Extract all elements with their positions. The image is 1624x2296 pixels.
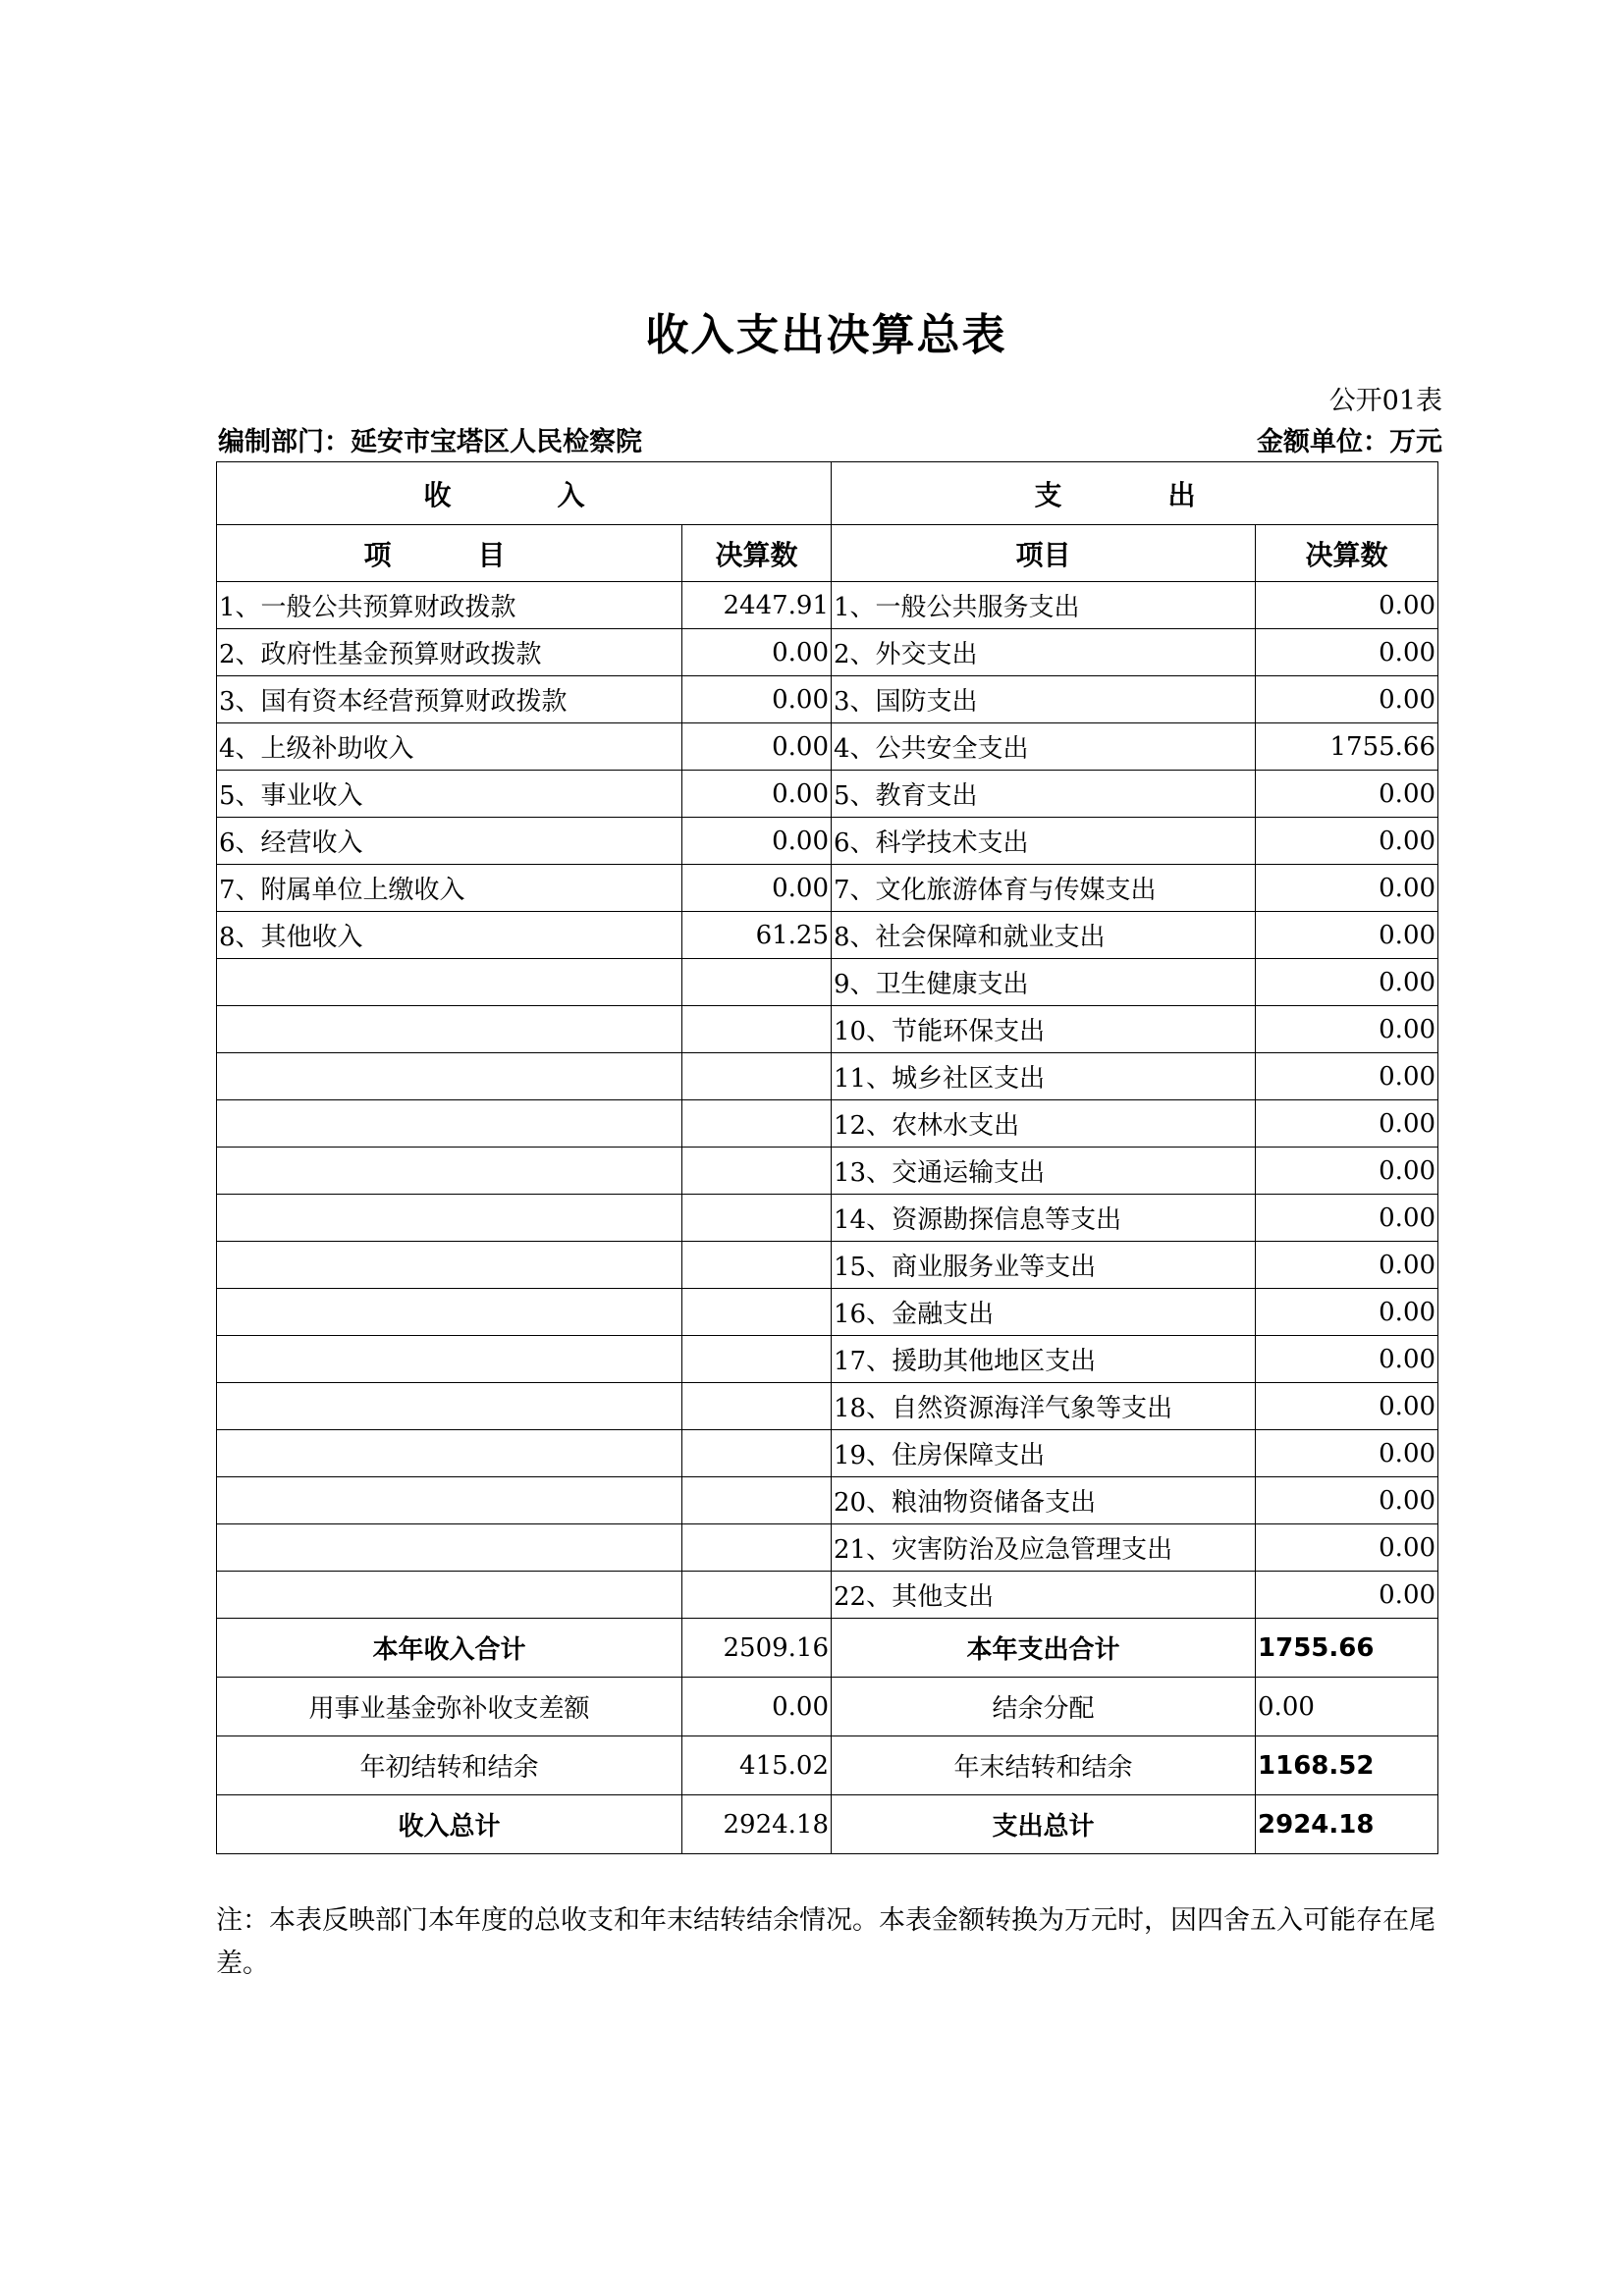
expense-item-cell: 21、灾害防治及应急管理支出 xyxy=(832,1524,1256,1572)
summary-expense-amount: 2924.18 xyxy=(1256,1795,1438,1854)
table-row xyxy=(217,1477,1438,1524)
column-header-item-income: 项 目 xyxy=(217,525,682,582)
income-item-cell xyxy=(217,1336,682,1383)
summary-income-amount: 2509.16 xyxy=(682,1619,832,1678)
expense-item-cell: 12、农林水支出 xyxy=(832,1100,1256,1148)
expense-amount-cell: 0.00 xyxy=(1256,1195,1438,1242)
income-item-cell xyxy=(217,1006,682,1053)
income-amount-cell xyxy=(682,1383,832,1430)
income-item-cell xyxy=(217,1383,682,1430)
expense-item-cell: 11、城乡社区支出 xyxy=(832,1053,1256,1100)
income-amount-cell xyxy=(682,1100,832,1148)
column-header-amount-expense: 决算数 xyxy=(1256,525,1438,582)
income-item-cell xyxy=(217,1572,682,1619)
expense-item-cell: 17、援助其他地区支出 xyxy=(832,1336,1256,1383)
expense-item-cell: 5、教育支出 xyxy=(832,771,1256,818)
income-amount-cell xyxy=(682,1242,832,1289)
income-section-header: 收 入 xyxy=(217,462,832,525)
summary-expense-label: 本年支出合计 xyxy=(832,1619,1256,1678)
summary-expense-amount: 0.00 xyxy=(1256,1678,1438,1736)
income-item-cell: 2、政府性基金预算财政拨款 xyxy=(217,629,682,676)
summary-expense-label: 结余分配 xyxy=(832,1678,1256,1736)
expense-item-cell: 20、粮油物资储备支出 xyxy=(832,1477,1256,1524)
expense-amount-cell: 0.00 xyxy=(1256,1100,1438,1148)
income-amount-cell xyxy=(682,1148,832,1195)
table-body xyxy=(217,582,1438,1619)
table-row xyxy=(217,582,1438,629)
income-amount-cell: 0.00 xyxy=(682,676,832,723)
income-amount-cell: 0.00 xyxy=(682,723,832,771)
expense-amount-cell: 0.00 xyxy=(1256,1006,1438,1053)
income-amount-cell: 2447.91 xyxy=(682,582,832,629)
budget-table xyxy=(216,461,1438,1854)
form-number: 公开01表 xyxy=(1328,386,1442,416)
expense-amount-cell: 0.00 xyxy=(1256,1053,1438,1100)
expense-amount-cell: 0.00 xyxy=(1256,1524,1438,1572)
table-row xyxy=(217,1006,1438,1053)
expense-item-cell: 15、商业服务业等支出 xyxy=(832,1242,1256,1289)
income-amount-cell xyxy=(682,1006,832,1053)
income-item-cell xyxy=(217,1195,682,1242)
expense-amount-cell: 0.00 xyxy=(1256,1477,1438,1524)
expense-amount-cell: 0.00 xyxy=(1256,1430,1438,1477)
table-row xyxy=(217,1524,1438,1572)
expense-amount-cell: 0.00 xyxy=(1256,1383,1438,1430)
table-row xyxy=(217,1148,1438,1195)
expense-amount-cell: 0.00 xyxy=(1256,582,1438,629)
expense-amount-cell: 0.00 xyxy=(1256,1289,1438,1336)
table-row xyxy=(217,912,1438,959)
summary-income-amount: 2924.18 xyxy=(682,1795,832,1854)
summary-income-label: 年初结转和结余 xyxy=(217,1736,682,1795)
summary-row xyxy=(217,1795,1438,1854)
expense-item-cell: 10、节能环保支出 xyxy=(832,1006,1256,1053)
expense-amount-cell: 0.00 xyxy=(1256,1336,1438,1383)
income-item-cell xyxy=(217,1053,682,1100)
table-row xyxy=(217,959,1438,1006)
expense-amount-cell: 0.00 xyxy=(1256,629,1438,676)
expense-item-cell: 22、其他支出 xyxy=(832,1572,1256,1619)
income-item-cell xyxy=(217,1477,682,1524)
income-amount-cell: 61.25 xyxy=(682,912,832,959)
income-amount-cell xyxy=(682,1524,832,1572)
footnote: 注：本表反映部门本年度的总收支和年末结转结余情况。本表金额转换为万元时，因四舍五入可能存在尾差。 xyxy=(216,1905,1435,1979)
income-item-cell xyxy=(217,1289,682,1336)
income-amount-cell: 0.00 xyxy=(682,818,832,865)
expense-item-cell: 9、卫生健康支出 xyxy=(832,959,1256,1006)
expense-amount-cell: 0.00 xyxy=(1256,912,1438,959)
income-amount-cell xyxy=(682,1430,832,1477)
column-header-amount-income: 决算数 xyxy=(682,525,832,582)
income-item-cell: 1、一般公共预算财政拨款 xyxy=(217,582,682,629)
income-item-cell: 5、事业收入 xyxy=(217,771,682,818)
income-item-cell xyxy=(217,959,682,1006)
expense-item-cell: 2、外交支出 xyxy=(832,629,1256,676)
income-amount-cell xyxy=(682,1477,832,1524)
expense-item-cell: 18、自然资源海洋气象等支出 xyxy=(832,1383,1256,1430)
table-row xyxy=(217,1572,1438,1619)
income-item-cell: 3、国有资本经营预算财政拨款 xyxy=(217,676,682,723)
table-row xyxy=(217,1336,1438,1383)
expense-amount-cell: 0.00 xyxy=(1256,959,1438,1006)
table-row xyxy=(217,723,1438,771)
summary-income-amount: 0.00 xyxy=(682,1678,832,1736)
summary-income-label: 本年收入合计 xyxy=(217,1619,682,1678)
table-row xyxy=(217,818,1438,865)
income-item-cell: 7、附属单位上缴收入 xyxy=(217,865,682,912)
expense-item-cell: 19、住房保障支出 xyxy=(832,1430,1256,1477)
table-row xyxy=(217,676,1438,723)
summary-expense-amount: 1168.52 xyxy=(1256,1736,1438,1795)
column-header-row xyxy=(217,525,1438,582)
expense-amount-cell: 0.00 xyxy=(1256,818,1438,865)
income-item-cell xyxy=(217,1430,682,1477)
income-item-cell: 4、上级补助收入 xyxy=(217,723,682,771)
page-title: 收入支出决算总表 xyxy=(645,310,1007,360)
summary-row xyxy=(217,1736,1438,1795)
section-header-row xyxy=(217,462,1438,525)
expense-amount-cell: 0.00 xyxy=(1256,676,1438,723)
expense-amount-cell: 0.00 xyxy=(1256,771,1438,818)
expense-amount-cell: 1755.66 xyxy=(1256,723,1438,771)
expense-amount-cell: 0.00 xyxy=(1256,1148,1438,1195)
summary-income-label: 收入总计 xyxy=(217,1795,682,1854)
income-amount-cell: 0.00 xyxy=(682,771,832,818)
expense-item-cell: 6、科学技术支出 xyxy=(832,818,1256,865)
expense-amount-cell: 0.00 xyxy=(1256,1572,1438,1619)
table-row xyxy=(217,1195,1438,1242)
expense-item-cell: 7、文化旅游体育与传媒支出 xyxy=(832,865,1256,912)
income-item-cell: 8、其他收入 xyxy=(217,912,682,959)
expense-item-cell: 8、社会保障和就业支出 xyxy=(832,912,1256,959)
table-row xyxy=(217,865,1438,912)
summary-row xyxy=(217,1678,1438,1736)
expense-item-cell: 14、资源勘探信息等支出 xyxy=(832,1195,1256,1242)
expense-amount-cell: 0.00 xyxy=(1256,865,1438,912)
summary-income-label: 用事业基金弥补收支差额 xyxy=(217,1678,682,1736)
department-label: 编制部门：延安市宝塔区人民检察院 xyxy=(218,427,642,457)
expense-item-cell: 16、金融支出 xyxy=(832,1289,1256,1336)
summary-expense-label: 支出总计 xyxy=(832,1795,1256,1854)
table-row xyxy=(217,1100,1438,1148)
table-row xyxy=(217,1289,1438,1336)
expense-item-cell: 4、公共安全支出 xyxy=(832,723,1256,771)
income-item-cell: 6、经营收入 xyxy=(217,818,682,865)
unit-label: 金额单位：万元 xyxy=(1257,427,1442,457)
income-item-cell xyxy=(217,1524,682,1572)
expense-item-cell: 3、国防支出 xyxy=(832,676,1256,723)
summary-income-amount: 415.02 xyxy=(682,1736,832,1795)
income-amount-cell: 0.00 xyxy=(682,629,832,676)
income-amount-cell xyxy=(682,1572,832,1619)
expense-item-cell: 13、交通运输支出 xyxy=(832,1148,1256,1195)
income-amount-cell xyxy=(682,959,832,1006)
table-summary xyxy=(217,1619,1438,1854)
column-header-item-expense: 项目 xyxy=(832,525,1256,582)
summary-expense-amount: 1755.66 xyxy=(1256,1619,1438,1678)
expense-section-header: 支 出 xyxy=(832,462,1438,525)
table-row xyxy=(217,1242,1438,1289)
income-item-cell xyxy=(217,1242,682,1289)
income-amount-cell: 0.00 xyxy=(682,865,832,912)
expense-amount-cell: 0.00 xyxy=(1256,1242,1438,1289)
table-row xyxy=(217,1383,1438,1430)
table-row xyxy=(217,1053,1438,1100)
expense-item-cell: 1、一般公共服务支出 xyxy=(832,582,1256,629)
income-amount-cell xyxy=(682,1053,832,1100)
income-amount-cell xyxy=(682,1195,832,1242)
summary-expense-label: 年末结转和结余 xyxy=(832,1736,1256,1795)
income-item-cell xyxy=(217,1148,682,1195)
income-amount-cell xyxy=(682,1336,832,1383)
table-row xyxy=(217,771,1438,818)
summary-row xyxy=(217,1619,1438,1678)
table-row xyxy=(217,1430,1438,1477)
income-amount-cell xyxy=(682,1289,832,1336)
income-item-cell xyxy=(217,1100,682,1148)
table-row xyxy=(217,629,1438,676)
